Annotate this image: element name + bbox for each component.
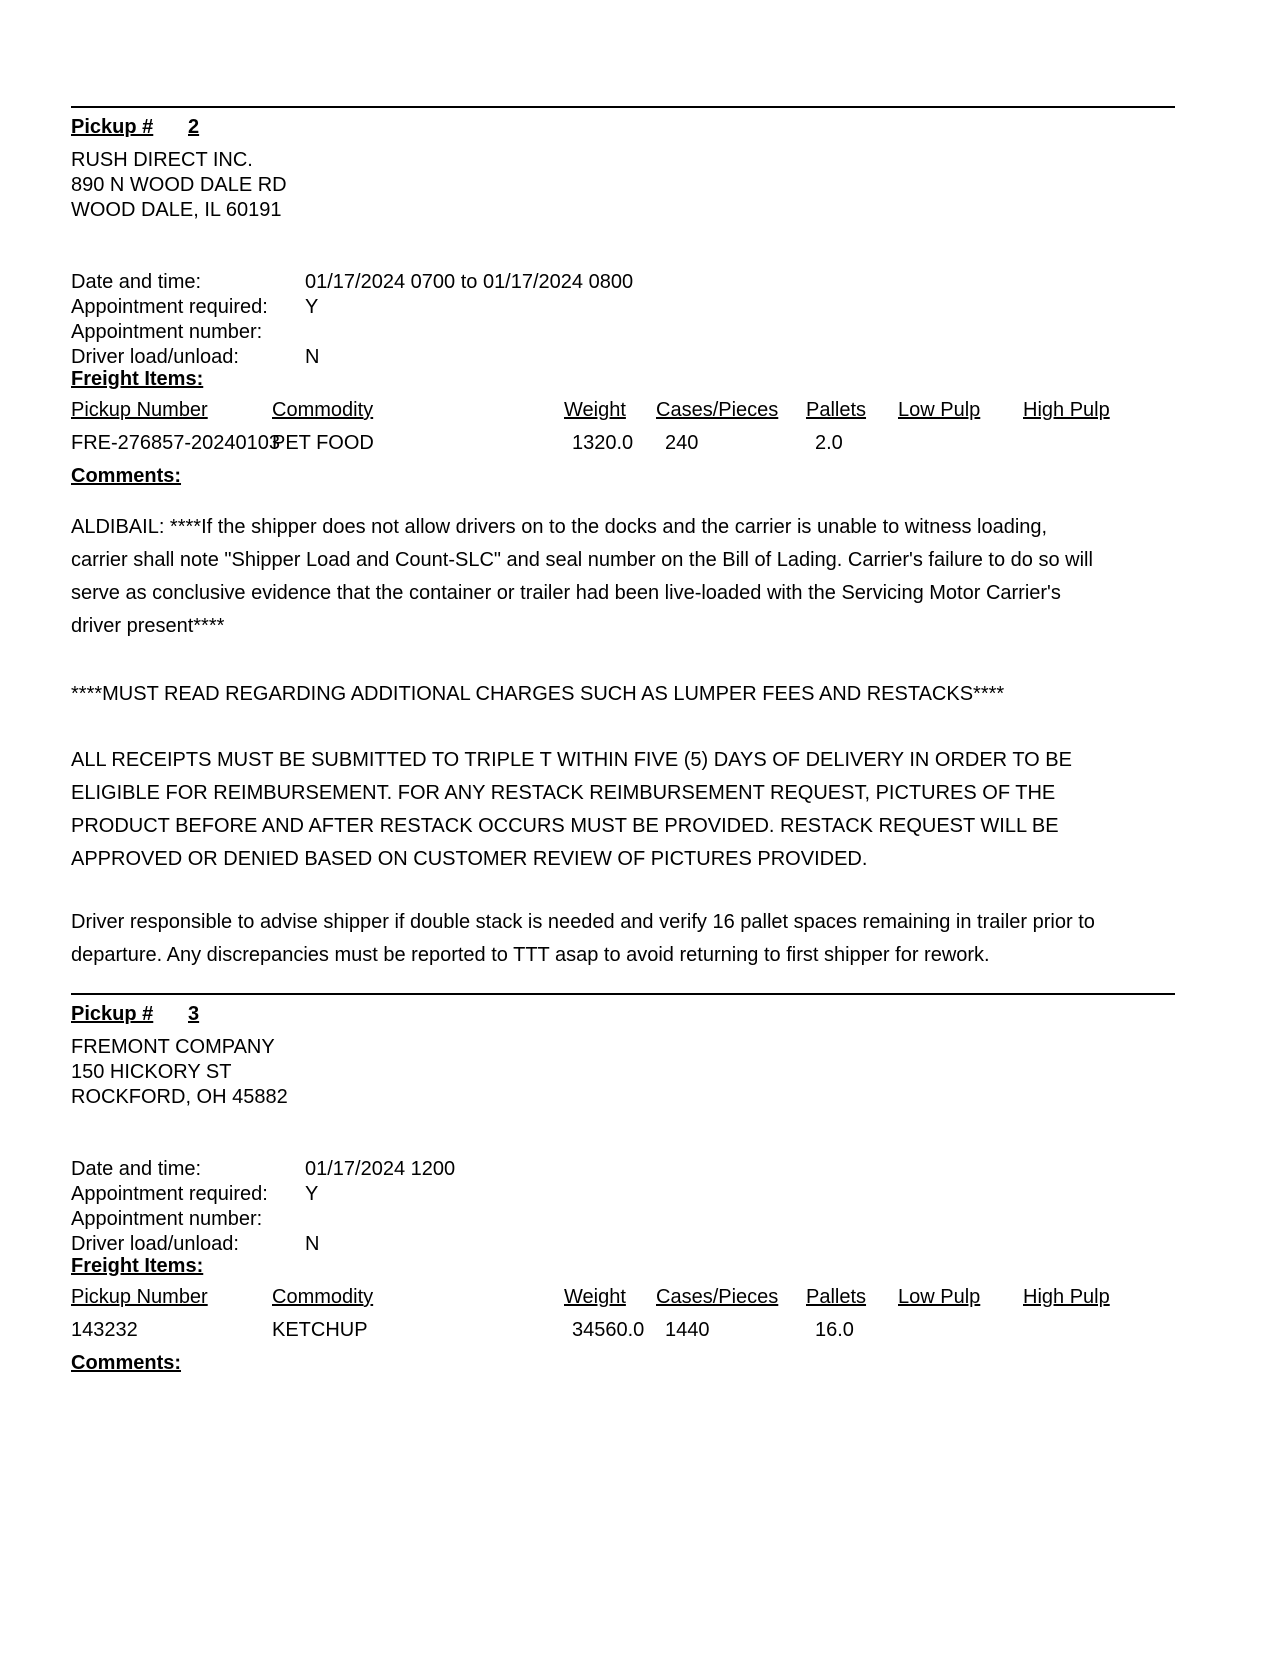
comments-title: Comments:: [71, 465, 182, 487]
cell-commodity: PET FOOD: [272, 432, 374, 454]
comment-paragraph: [71, 744, 1181, 876]
comment-paragraph: [71, 511, 1181, 643]
cell-pallets: 2.0: [815, 432, 843, 454]
column-header: High Pulp: [1023, 399, 1110, 421]
address-line: FREMONT COMPANY: [71, 1036, 275, 1058]
field-label: Date and time:: [71, 1158, 202, 1180]
column-header: Weight: [564, 1286, 626, 1308]
address-line: RUSH DIRECT INC.: [71, 149, 253, 171]
column-header: Cases/Pieces: [656, 399, 779, 421]
comment-line: ALDIBAIL: ****If the shipper does not allow drivers on to the docks and the carrier is unable to witness loading,: [71, 516, 1048, 538]
field-value: 01/17/2024 1200: [305, 1158, 456, 1180]
address-line: 890 N WOOD DALE RD: [71, 174, 287, 196]
column-header: Pallets: [806, 1286, 867, 1308]
address-line: WOOD DALE, IL 60191: [71, 199, 282, 221]
field-value: Y: [305, 296, 319, 318]
pickup-label: Pickup #: [71, 1003, 154, 1025]
field-label: Driver load/unload:: [71, 1233, 239, 1255]
cell-weight: 1320.0: [572, 432, 634, 454]
cell-cases: 240: [665, 432, 699, 454]
cell-weight: 34560.0: [572, 1319, 645, 1341]
column-header: Weight: [564, 399, 626, 421]
field-value: Y: [305, 1183, 319, 1205]
comment-line: ****MUST READ REGARDING ADDITIONAL CHARGES SUCH AS LUMPER FEES AND RESTACKS****: [71, 683, 1005, 705]
freight-items-title: Freight Items:: [71, 368, 204, 390]
column-header: High Pulp: [1023, 1286, 1110, 1308]
field-label: Appointment required:: [71, 1183, 268, 1205]
field-label: Appointment number:: [71, 321, 263, 343]
freight-items-title: Freight Items:: [71, 1255, 204, 1277]
cell-commodity: KETCHUP: [272, 1319, 368, 1341]
column-header: Commodity: [272, 399, 374, 421]
comment-paragraph: [71, 678, 1181, 711]
comment-line: departure. Any discrepancies must be reported to TTT asap to avoid returning to first shipper for rework.: [71, 944, 990, 966]
comment-line: ELIGIBLE FOR REIMBURSEMENT. FOR ANY RESTACK REIMBURSEMENT REQUEST, PICTURES OF THE: [71, 782, 1056, 804]
cell-cases: 1440: [665, 1319, 710, 1341]
comment-paragraph: [71, 906, 1181, 972]
cell-pallets: 16.0: [815, 1319, 854, 1341]
field-value: 01/17/2024 0700 to 01/17/2024 0800: [305, 271, 634, 293]
address-line: 150 HICKORY ST: [71, 1061, 232, 1083]
column-header: Pallets: [806, 399, 867, 421]
comments-title: Comments:: [71, 1352, 182, 1374]
field-value: N: [305, 1233, 320, 1255]
comment-line: Driver responsible to advise shipper if double stack is needed and verify 16 pallet spaces remaining in trailer prior to: [71, 911, 1095, 933]
cell-pickup-number: FRE-276857-20240103: [71, 432, 281, 454]
comment-line: serve as conclusive evidence that the container or trailer had been live-loaded with the Servicing Motor Carrier's: [71, 582, 1061, 604]
pickup-number: 3: [188, 1003, 200, 1025]
column-header: Pickup Number: [71, 1286, 208, 1308]
column-header: Low Pulp: [898, 1286, 981, 1308]
field-label: Appointment number:: [71, 1208, 263, 1230]
field-label: Appointment required:: [71, 296, 268, 318]
address-line: ROCKFORD, OH 45882: [71, 1086, 288, 1108]
comment-line: APPROVED OR DENIED BASED ON CUSTOMER REVIEW OF PICTURES PROVIDED.: [71, 848, 868, 870]
comment-line: ALL RECEIPTS MUST BE SUBMITTED TO TRIPLE T WITHIN FIVE (5) DAYS OF DELIVERY IN ORDER TO BE: [71, 749, 1072, 771]
pickup-label: Pickup #: [71, 116, 154, 138]
column-header: Low Pulp: [898, 399, 981, 421]
comment-line: carrier shall note "Shipper Load and Count-SLC" and seal number on the Bill of Lading. Carrier's failure to do so will: [71, 549, 1093, 571]
pickup-number: 2: [188, 116, 200, 138]
shipper-address: [71, 148, 287, 223]
comment-line: PRODUCT BEFORE AND AFTER RESTACK OCCURS MUST BE PROVIDED. RESTACK REQUEST WILL BE: [71, 815, 1059, 837]
section-divider: [71, 106, 1175, 108]
shipper-address: [71, 1035, 288, 1110]
column-header: Pickup Number: [71, 399, 208, 421]
column-header: Cases/Pieces: [656, 1286, 779, 1308]
column-header: Commodity: [272, 1286, 374, 1308]
field-label: Date and time:: [71, 271, 202, 293]
field-label: Driver load/unload:: [71, 346, 239, 368]
comment-line: driver present****: [71, 615, 225, 637]
field-value: N: [305, 346, 320, 368]
section-divider: [71, 993, 1175, 995]
cell-pickup-number: 143232: [71, 1319, 138, 1341]
